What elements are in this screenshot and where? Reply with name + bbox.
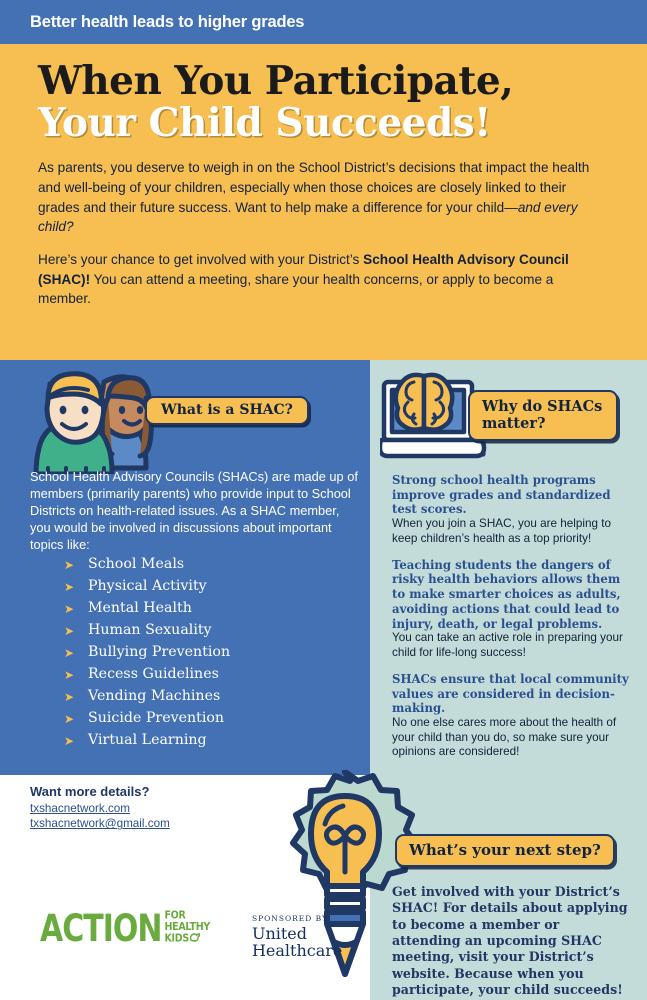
right-block-1-body: When you join a SHAC, you are helping to keep children’s health as a top priority! (392, 517, 611, 545)
arrow-icon: ➤ (64, 624, 75, 638)
list-item-label: Bullying Prevention (88, 644, 231, 660)
list-item (64, 711, 364, 725)
sponsored-by-label: SPONSORED BY (251, 914, 329, 923)
list-item (64, 645, 364, 659)
footer-logos (40, 906, 343, 960)
banner-text: Better health leads to higher grades (30, 12, 305, 31)
right-block-1-headline: Strong school health programs improve grades and standardized test scores. (392, 473, 611, 517)
hero-paragraph-1-text: As parents, you deserve to weigh in on the School District’s decisions that impact the health and well-being of your children, especially when those choices are closely linked to their grades and their future success. Want to help make a difference for your child— (38, 160, 590, 215)
right-block-2-body: You can take an active role in preparing your child for life-long success! (392, 631, 623, 660)
hero-paragraph-1-emphasis: and every child? (38, 199, 578, 235)
list-item-label: School Meals (88, 556, 185, 572)
right-block-2 (392, 558, 632, 661)
right-block-3-headline: SHACs ensure that local community values are considered in decision-making. (392, 671, 629, 716)
list-item-label: Suicide Prevention (88, 710, 225, 726)
arrow-icon: ➤ (64, 558, 75, 572)
united-healthcare-logo (252, 915, 342, 960)
callout-whats-your-next-step: What’s your next step? (395, 834, 615, 867)
list-item-label: Recess Guidelines (88, 666, 219, 682)
arrow-icon: ➤ (64, 602, 75, 616)
list-item (64, 623, 364, 637)
right-panel-copy (392, 473, 632, 771)
list-item (64, 601, 364, 615)
list-item (64, 557, 364, 571)
shac-topics-list (64, 557, 364, 755)
list-item-label: Vending Machines (88, 688, 221, 704)
right-block-1 (392, 473, 632, 547)
next-step-body: Get involved with your District’s SHAC! For details about applying to become a member or attending an upcoming SHAC meeting, visit your District’s website. Because when you participate, your child succeeds! (392, 884, 628, 998)
action-wordmark: ACTION (40, 906, 162, 951)
list-item (64, 579, 364, 593)
hero-paragraph-2 (38, 250, 609, 309)
arrow-icon: ➤ (64, 646, 75, 660)
list-item-label: Human Sexuality (88, 622, 212, 638)
email-link[interactable]: txshacnetwork@gmail.com (30, 817, 170, 831)
arrow-icon: ➤ (64, 668, 75, 682)
hero-paragraph-2-tail: You can attend a meeting, share your health concerns, or apply to become a member. (38, 271, 554, 307)
details-title: Want more details? (30, 784, 150, 799)
top-banner (0, 0, 647, 44)
logo-for-text: FOR (164, 909, 186, 922)
arrow-icon: ➤ (64, 712, 75, 726)
logo-healthy-text: HEALTHY (164, 920, 210, 934)
list-item-label: Mental Health (88, 600, 192, 616)
headline-line-1: When You Participate, (38, 58, 514, 104)
website-link[interactable]: txshacnetwork.com (30, 802, 131, 815)
for-healthy-kids-stack (164, 910, 209, 945)
arrow-icon: ➤ (64, 580, 75, 594)
hero-paragraph-1 (38, 158, 609, 237)
right-block-3 (392, 672, 632, 760)
list-item (64, 689, 364, 703)
right-block-3-body: No one else cares more about the health of your child than you do, so make sure your opinions are considered! (392, 716, 617, 759)
callout-why-do-shacs-matter: Why do SHACs matter? (468, 390, 618, 441)
sponsor-name-line-2: Healthcare (251, 940, 343, 960)
apple-leaf-icon (189, 933, 200, 943)
hero-section (0, 44, 647, 360)
hero-paragraph-2-bold: School Health Advisory Council (SHAC)! (38, 252, 569, 287)
callout-what-is-a-shac: What is a SHAC? (145, 396, 309, 425)
right-block-2-headline: Teaching students the dangers of risky health behaviors allows them to make smarter choices as adults, avoiding actions that could lead to injury, death, or legal problems. (392, 557, 621, 631)
list-item-label: Physical Activity (88, 578, 207, 594)
logo-kids-line (164, 933, 209, 945)
arrow-icon: ➤ (64, 690, 75, 704)
sponsor-name-line-1: United (251, 923, 308, 943)
logo-kids-text: KIDS (164, 932, 189, 946)
list-item (64, 733, 364, 747)
arrow-icon: ➤ (64, 734, 75, 748)
left-panel-intro: School Health Advisory Councils (SHACs) are made up of members (primarily parents) who provide input to School Districts on health-related issues. As a SHAC member, you would be involved in discussions about important topics like: (30, 469, 358, 553)
list-item-label: Virtual Learning (88, 732, 207, 748)
want-more-details-block (30, 784, 280, 832)
list-item (64, 667, 364, 681)
hero-paragraph-2-lead: Here’s your chance to get involved with your District’s (38, 252, 364, 268)
action-for-healthy-kids-logo (40, 906, 210, 951)
headline-line-2: Your Child Succeeds! (38, 100, 491, 147)
